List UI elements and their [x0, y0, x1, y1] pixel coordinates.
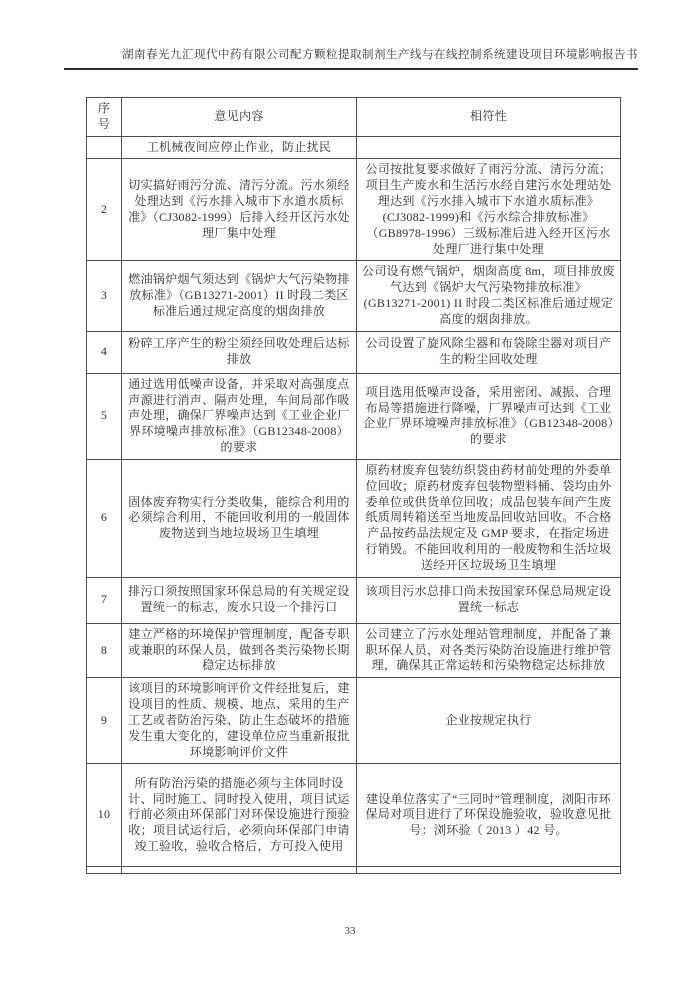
table-row — [87, 459, 621, 577]
row-no-cell: 4 — [87, 331, 122, 373]
row-opinion-cell: 通过选用低噪声设备，并采取对高强度点声源进行消声、隔声处理，车间局部作吸声处理，确保厂界噪声达到《工业企业厂界环境噪声排放标准》（GB12348-2008）的要求 — [122, 373, 357, 459]
row-opinion-cell: 工机械夜间应停止作业，防止扰民 — [122, 136, 357, 159]
table-row — [87, 331, 621, 373]
row-no-cell — [87, 867, 122, 874]
row-no-cell: 3 — [87, 261, 122, 331]
table-row — [87, 764, 621, 867]
table-row — [87, 159, 621, 261]
column-header-no: 序号 — [87, 98, 122, 137]
row-no-cell: 9 — [87, 678, 122, 764]
row-opinion-cell: 建立严格的环境保护管理制度，配备专职或兼职的环保人员，做到各类污染物长期稳定达标排放 — [122, 623, 357, 677]
row-no-cell: 2 — [87, 159, 122, 261]
table-row — [87, 261, 621, 331]
row-conformity-cell: 公司建立了污水处理站管理制度，并配备了兼职环保人员，对各类污染防治设施进行维护管理，确保其正常运转和污染物稳定达标排放 — [357, 623, 621, 677]
row-opinion-cell: 切实搞好雨污分流、清污分流。污水须经处理达到《污水排入城市下水道水质标准》（CJ3082-1999）后排入经开区污水处理厂集中处理 — [122, 159, 357, 261]
table-row — [87, 373, 621, 459]
row-no-cell: 8 — [87, 623, 122, 677]
review-comment-table — [86, 97, 621, 874]
row-no-cell: 7 — [87, 577, 122, 623]
row-conformity-cell: 原药材废弃包装纺织袋由药材前处理的外委单位回收；原药材废弃包装物塑料桶、袋均由外委单位或供货单位回收；成品包装车间产生废纸质周转箱送至当地废品回收站回收。不合格产品按药品法规定及 GMP 要求，在指定场进行销毁。不能回收利用的一般废物和生活垃圾送经开区垃圾场卫生填埋 — [357, 459, 621, 577]
column-header-conformity: 相符性 — [357, 98, 621, 137]
row-opinion-cell: 所有防治污染的措施必须与主体同时设计、同时施工、同时投入使用，项目试运行前必须由环保部门对环保设施进行预验收；项目试运行后，必须向环保部门申请竣工验收，验收合格后，方可投入使用 — [122, 764, 357, 867]
row-opinion-cell: 该项目的环境影响评价文件经批复后，建设项目的性质、规模、地点、采用的生产工艺或者防治污染、防止生态破坏的措施发生重大变化的，建设单位应当重新报批环境影响评价文件 — [122, 678, 357, 764]
row-no-cell: 10 — [87, 764, 122, 867]
row-conformity-cell — [357, 136, 621, 159]
row-conformity-cell: 公司按批复要求做好了雨污分流、清污分流；项目生产废水和生活污水经自建污水处理站处理达到《污水排入城市下水道水质标准》(CJ3082-1999)和《污水综合排放标准》（GB8978-1996）三级标准后进入经开区污水处理厂进行集中处理 — [357, 159, 621, 261]
table-row — [87, 867, 621, 874]
row-opinion-cell: 燃油锅炉烟气须达到《锅炉大气污染物排放标准》（GB13271-2001）II 时段二类区标准后通过规定高度的烟囱排放 — [122, 261, 357, 331]
table-row — [87, 678, 621, 764]
table-row — [87, 577, 621, 623]
row-no-cell: 6 — [87, 459, 122, 577]
row-no-cell: 5 — [87, 373, 122, 459]
row-conformity-cell: 项目选用低噪声设备，采用密闭、减振、合理布局等措施进行降噪，厂界噪声可达到《工业企业厂界环境噪声排放标准》（GB12348-2008）的要求 — [357, 373, 621, 459]
row-opinion-cell: 固体废弃物实行分类收集，能综合利用的必须综合利用，不能回收利用的一般固体废物送到当地垃圾场卫生填埋 — [122, 459, 357, 577]
row-conformity-cell: 企业按规定执行 — [357, 678, 621, 764]
table-row — [87, 136, 621, 159]
review-table-container — [86, 97, 620, 874]
row-no-cell — [87, 136, 122, 159]
table-row — [87, 623, 621, 677]
row-conformity-cell — [357, 867, 621, 874]
row-conformity-cell: 公司设有燃气锅炉，烟囱高度 8m，项目排放废气达到《锅炉大气污染物排放标准》(GB13271-2001) II 时段二类区标准后通过规定高度的烟囱排放。 — [357, 261, 621, 331]
row-conformity-cell: 建设单位落实了“三同时”管理制度，浏阳市环保局对项目进行了环保设施验收，验收意见批号：浏环验（ 2013 ）42 号。 — [357, 764, 621, 867]
row-conformity-cell: 公司设置了旋风除尘器和布袋除尘器对项目产生的粉尘回收处理 — [357, 331, 621, 373]
row-opinion-cell: 粉碎工序产生的粉尘须经回收处理后达标排放 — [122, 331, 357, 373]
table-header-row — [87, 98, 621, 137]
row-opinion-cell: 排污口须按照国家环保总局的有关规定设置统一的标志，废水只设一个排污口 — [122, 577, 357, 623]
row-conformity-cell: 该项目污水总排口尚未按国家环保总局规定设置统一标志 — [357, 577, 621, 623]
column-header-opinion: 意见内容 — [122, 98, 357, 137]
page-number: 33 — [344, 925, 356, 937]
row-opinion-cell — [122, 867, 357, 874]
document-header-title: 湖南春光九汇现代中药有限公司配方颗粒提取制剂生产线与在线控制系统建设项目环境影响报告书 — [64, 46, 638, 70]
